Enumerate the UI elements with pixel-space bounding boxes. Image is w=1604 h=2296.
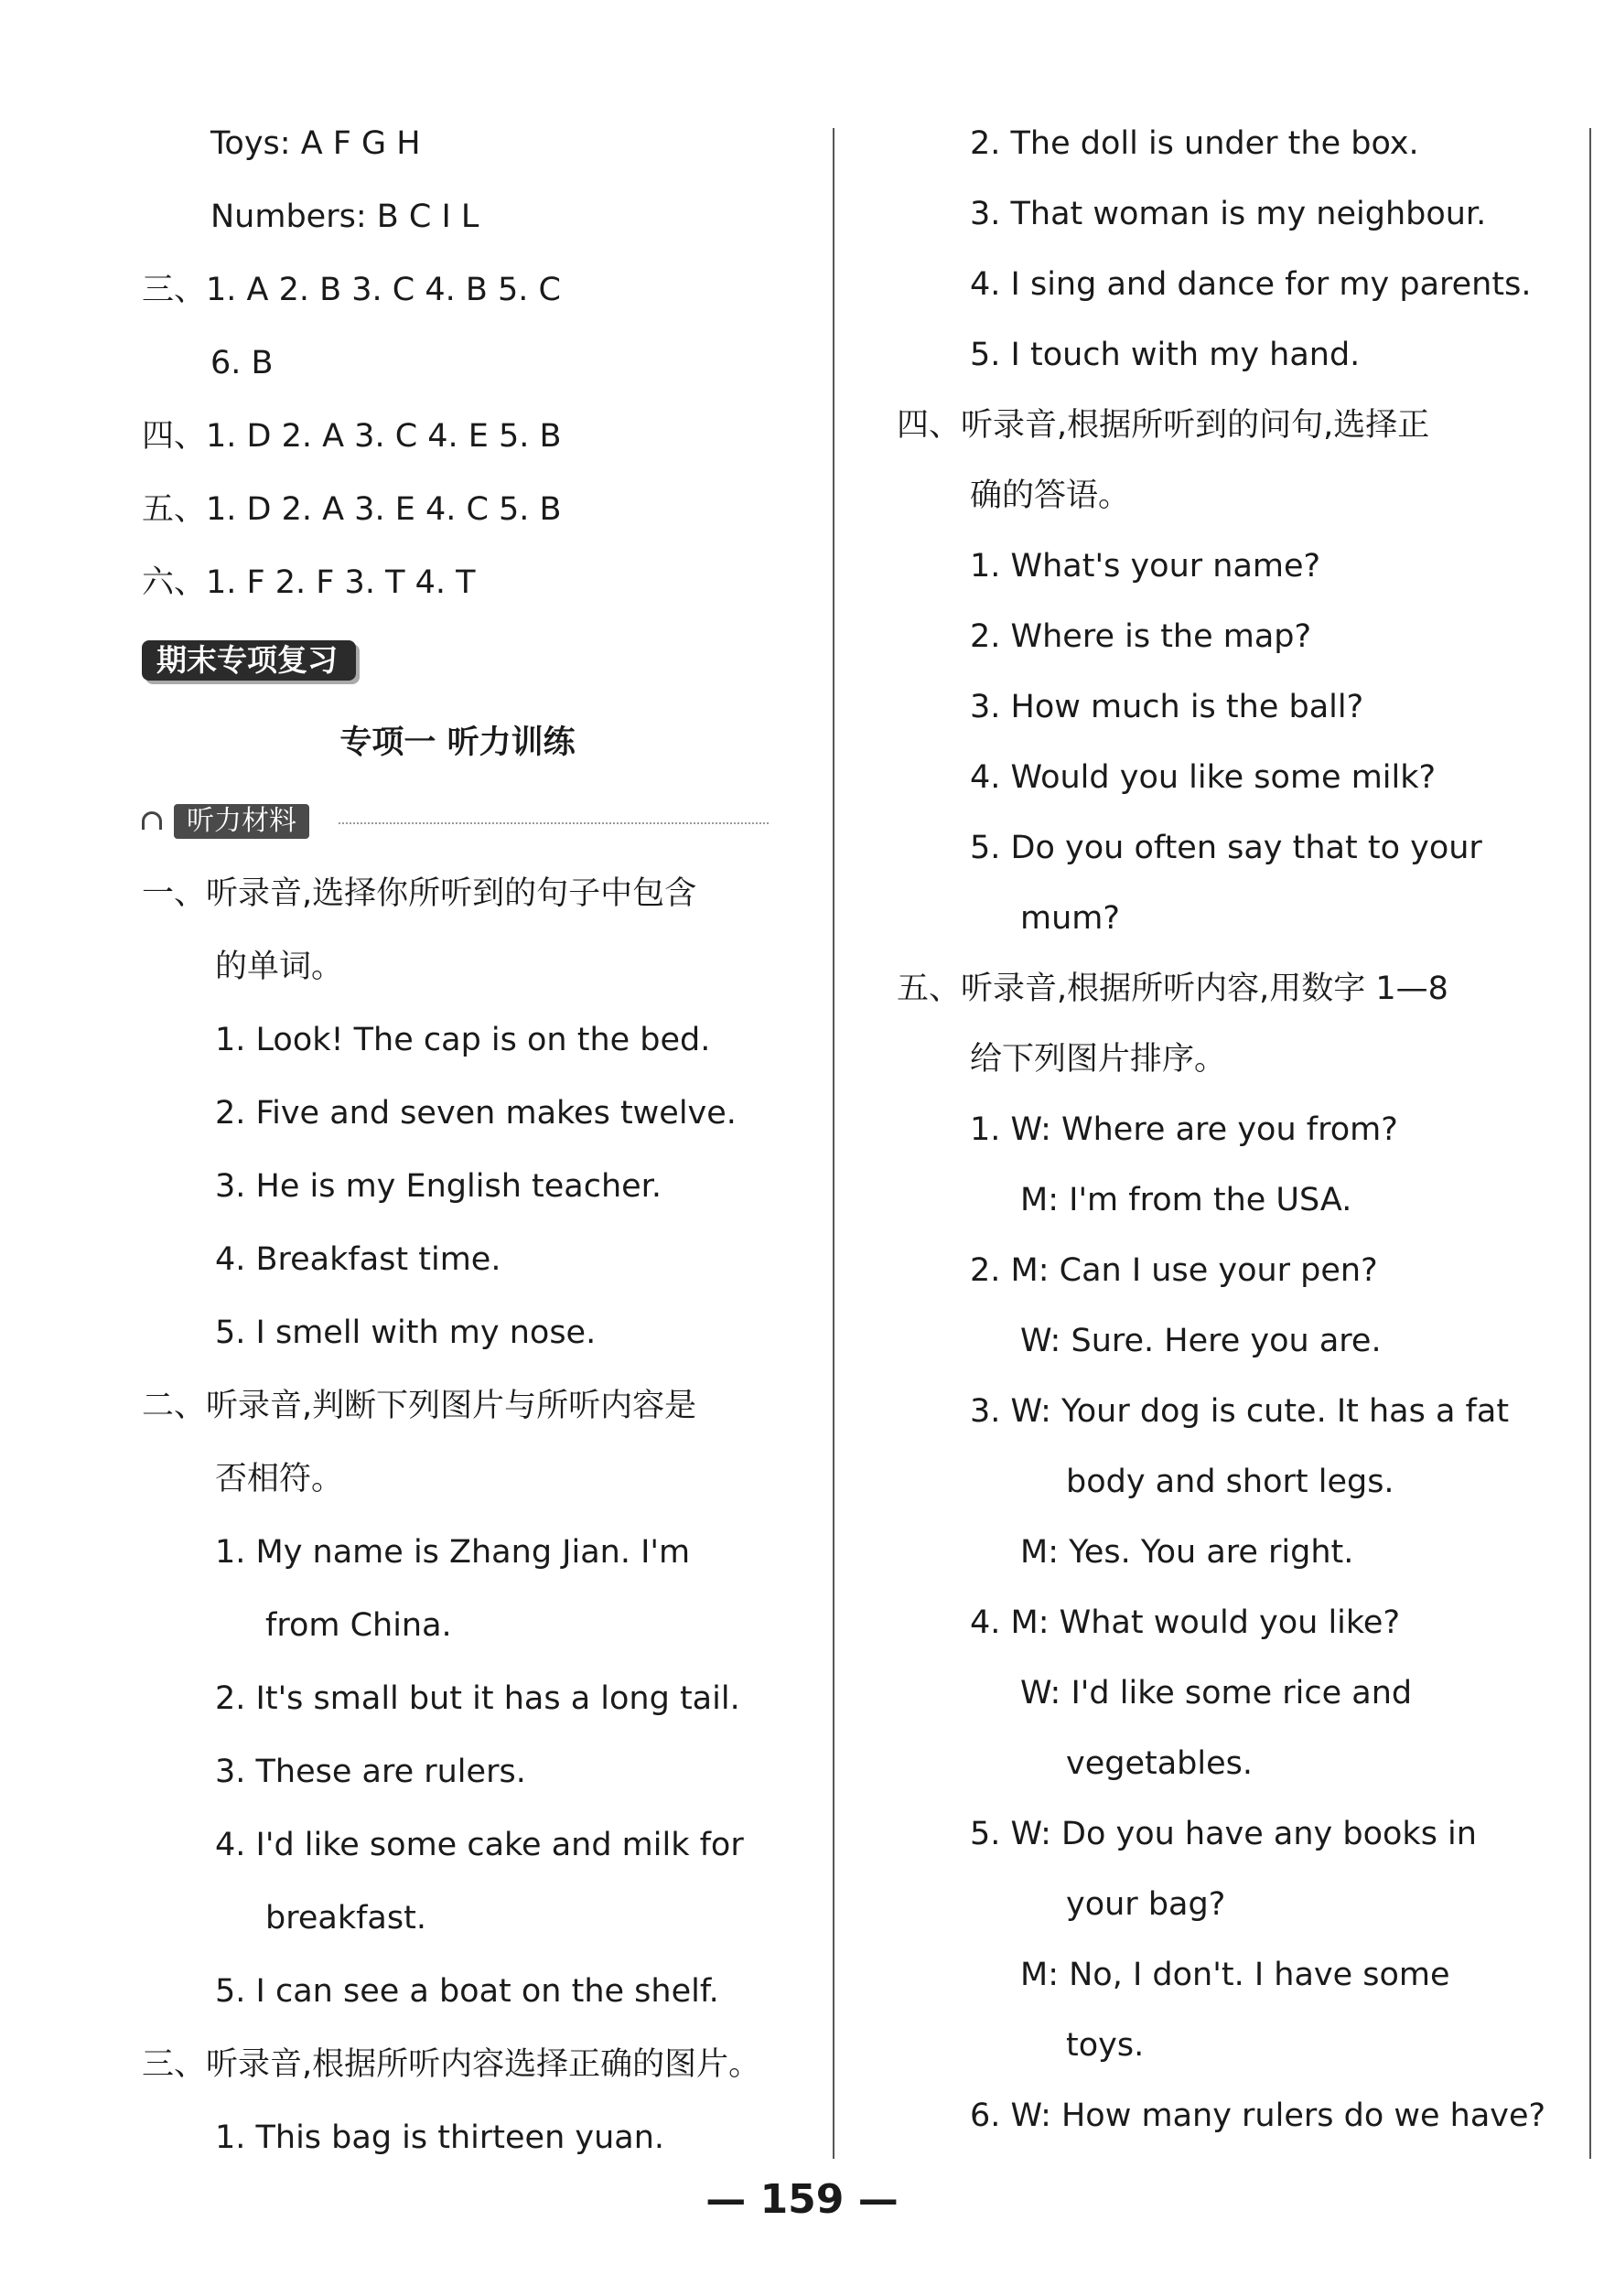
column-divider — [833, 128, 834, 2159]
dialogue-line: 3. W: Your dog is cute. It has a fat — [970, 1393, 1510, 1430]
transcript-line: 1. This bag is thirteen yuan. — [215, 2119, 665, 2156]
headphones-icon — [142, 811, 162, 830]
transcript-line: 2. Five and seven makes twelve. — [215, 1095, 737, 1132]
dialogue-line: 5. W: Do you have any books in — [970, 1816, 1477, 1852]
question-heading: 一、听录音,选择你所听到的句子中包含 — [142, 875, 697, 912]
transcript-line: 4. Would you like some milk? — [970, 759, 1437, 796]
dialogue-line-cont: your bag? — [1066, 1886, 1226, 1923]
transcript-line: 1. What's your name? — [970, 548, 1321, 585]
question-heading-cont: 确的答语。 — [970, 477, 1131, 514]
transcript-line: 3. He is my English teacher. — [215, 1168, 662, 1205]
dialogue-line: W: I'd like some rice and — [1020, 1675, 1413, 1711]
transcript-line: 5. Do you often say that to your — [970, 830, 1482, 866]
question-heading-cont: 给下列图片排序。 — [970, 1041, 1227, 1078]
dialogue-line: 1. W: Where are you from? — [970, 1111, 1398, 1148]
answer-line: 四、1. D 2. A 3. C 4. E 5. B — [142, 418, 562, 455]
question-heading: 二、听录音,判断下列图片与所听内容是 — [142, 1388, 697, 1424]
transcript-line-cont: mum? — [1020, 900, 1120, 937]
question-heading-cont: 的单词。 — [215, 949, 344, 985]
transcript-line: 1. My name is Zhang Jian. I'm — [215, 1534, 691, 1571]
transcript-line: 4. I'd like some cake and milk for — [215, 1827, 744, 1863]
transcript-line-cont: from China. — [265, 1607, 452, 1644]
transcript-line: 1. Look! The cap is on the bed. — [215, 1022, 711, 1058]
review-badge: 期末专项复习 — [142, 640, 356, 681]
question-heading-cont: 否相符。 — [215, 1461, 344, 1497]
answer-line: Toys: A F G H — [210, 125, 421, 162]
dialogue-line: W: Sure. Here you are. — [1020, 1323, 1382, 1359]
transcript-line: 2. It's small but it has a long tail. — [215, 1680, 740, 1717]
transcript-line: 5. I smell with my nose. — [215, 1314, 597, 1351]
transcript-line-cont: breakfast. — [265, 1900, 426, 1937]
listening-material-header — [137, 800, 769, 841]
answer-line: 六、1. F 2. F 3. T 4. T — [142, 564, 476, 601]
dialogue-line-cont: body and short legs. — [1066, 1464, 1394, 1500]
right-border — [1589, 128, 1591, 2159]
dialogue-line: M: I'm from the USA. — [1020, 1182, 1352, 1218]
dotted-rule — [339, 822, 769, 824]
page-number: — 159 — — [705, 2176, 899, 2223]
dialogue-line: 4. M: What would you like? — [970, 1604, 1401, 1641]
question-heading: 四、听录音,根据所听到的问句,选择正 — [897, 407, 1430, 444]
transcript-line: 2. The doll is under the box. — [970, 125, 1419, 162]
dialogue-line: 6. W: How many rulers do we have? — [970, 2098, 1546, 2134]
dialogue-line-cont: toys. — [1066, 2027, 1145, 2064]
dialogue-line: M: Yes. You are right. — [1020, 1534, 1354, 1571]
question-heading: 三、听录音,根据所听内容选择正确的图片。 — [142, 2046, 761, 2083]
answer-line: 五、1. D 2. A 3. E 4. C 5. B — [142, 491, 562, 528]
listening-material-label: 听力材料 — [174, 804, 309, 839]
transcript-line: 5. I can see a boat on the shelf. — [215, 1973, 719, 2010]
transcript-line: 5. I touch with my hand. — [970, 337, 1361, 373]
transcript-line: 3. These are rulers. — [215, 1754, 526, 1790]
answer-line: Numbers: B C I L — [210, 198, 479, 235]
answer-line: 三、1. A 2. B 3. C 4. B 5. C — [142, 272, 561, 308]
transcript-line: 3. That woman is my neighbour. — [970, 196, 1487, 232]
transcript-line: 4. Breakfast time. — [215, 1241, 501, 1278]
transcript-line: 3. How much is the ball? — [970, 689, 1364, 725]
dialogue-line: M: No, I don't. I have some — [1020, 1957, 1450, 1993]
section-title: 专项一 听力训练 — [339, 724, 576, 761]
transcript-line: 4. I sing and dance for my parents. — [970, 266, 1532, 303]
dialogue-line: 2. M: Can I use your pen? — [970, 1252, 1378, 1289]
answer-line: 6. B — [210, 345, 274, 381]
transcript-line: 2. Where is the map? — [970, 618, 1312, 655]
dialogue-line-cont: vegetables. — [1066, 1745, 1254, 1782]
question-heading: 五、听录音,根据所听内容,用数字 1—8 — [897, 971, 1448, 1007]
